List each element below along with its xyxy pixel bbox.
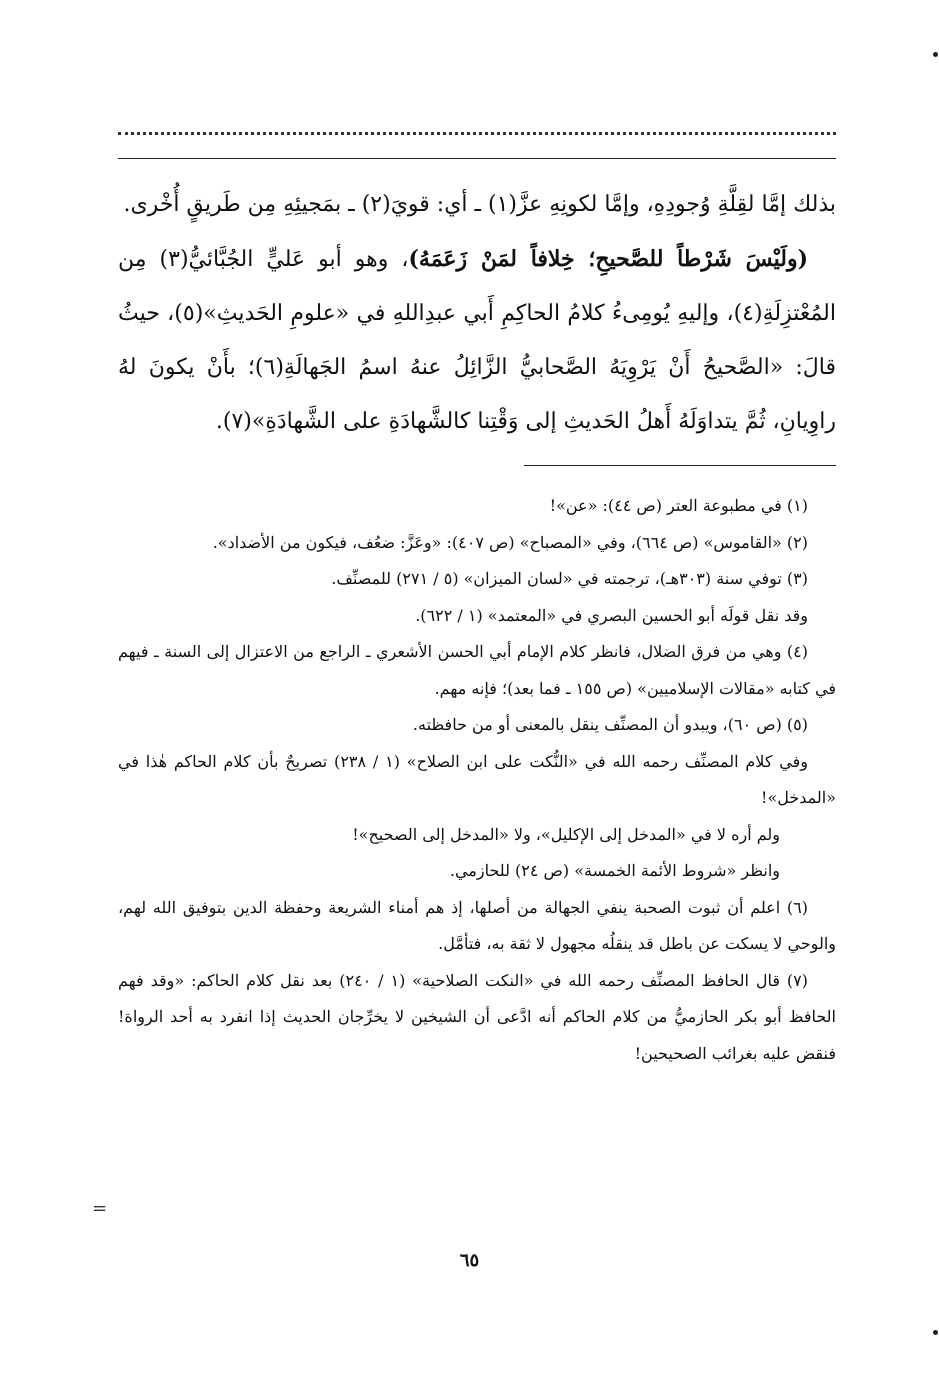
footnote-3: (٣) توفي سنة (٣٠٣هـ)، ترجمته في «لسان الميزان» (٥ / ٢٧١) للمصنِّف. (331, 569, 808, 588)
header-dotted-rule (118, 132, 836, 135)
bold-matn-text: (ولَيْسَ شَرْطاً للصَّحيحِ؛ خِلافاً لمَنْ زَعَمَهُ) (408, 246, 808, 272)
page-number: ٦٥ (459, 1250, 480, 1271)
footnote-5-continuation: ولم أره لا في «المدخل إلى الإكليل»، ولا «المدخل إلى الصحيح»! (352, 824, 780, 844)
footnotes (118, 488, 836, 1072)
footnote-2: (٢) «القاموس» (ص ٦٦٤)، وفي «المصباح» (ص ٤٠٧): «وعَزَّ: ضعُف، فيكون من الأضداد». (212, 532, 808, 552)
header-rule (118, 158, 836, 159)
footnote-6: (٦) اعلم أن ثبوت الصحبة ينفي الجهالة من أصلها، إذ هم أمناء الشريعة وحفظة الدين بتوفيق الله لهم، والوحي لا يسكت عن باطل قد ينقلُه مجهول لا ثقة به، فتأمَّل. (118, 897, 836, 953)
main-paragraph-1: بذلك إمَّا لقِلَّةِ وُجودِهِ، وإمَّا لكونِهِ عزَّ(١) ـ أي: قويَ(٢) ـ بمَجيئِهِ مِن طَريقٍ أُخْرى. (123, 192, 836, 217)
footnote-5: (٥) (ص ٦٠)، ويبدو أن المصنِّف ينقل بالمعنى أو من حافظته. (412, 715, 808, 734)
footnote-7: (٧) قال الحافظ المصنِّف رحمه الله في «النكت الصلاحية» (١ / ٢٤٠) بعد نقل كلام الحاكم: «وقد فهم الحافظ أبو بكر الحازميُّ من كلام الحاكم أنه ادَّعى أن الشيخين لا يخرِّجان الحديث إذا انفرد به أحد الرواة! فنقض عليه بغرائب الصحيحين! (118, 970, 836, 1063)
main-text (118, 178, 836, 449)
footnote-5-continuation: وانظر «شروط الأئمة الخمسة» (ص ٢٤) للحازمي. (449, 861, 780, 880)
main-paragraph-2 (118, 232, 836, 449)
page-edge-dot (933, 1330, 938, 1335)
footnote-3-continuation: وقد نقل قولَه أبو الحسين البصري في «المعتمد» (١ / ٦٢٢). (415, 605, 808, 625)
footnote-4: (٤) وهي من فرق الضلال، فانظر كلام الإمام أبي الحسن الأشعري ـ الراجع من الاعتزال إلى السنة ـ فيهم في كتابه «مقالات الإسلاميين» (ص ١٥٥ ـ فما بعد)؛ فإنه مهم. (118, 642, 836, 698)
commentary-text: ، وهو أبو عَليٍّ الجُبَّائيُّ(٣) مِن المُعْتزِلَةِ(٤)، وإليهِ يُومِىءُ كلامُ الحاكِمِ أَبي عبدِاللهِ في «علومِ الحَديثِ»(٥)، حيثُ قالَ: «الصَّحيحُ أَنْ يَرْوِيَهُ الصَّحابيُّ الزَّائِلُ عنهُ اسمُ الجَهالَةِ(٦)؛ بأَنْ يكونَ لهُ راوِيانِ، ثُمَّ يتداوَلَهُ أَهلُ الحَديثِ إلى وَقْتِنا كالشَّهادَةِ على الشَّهادَةِ»(٧). (118, 247, 836, 434)
continuation-mark: = (92, 1198, 108, 1219)
footnote-5-continuation: وفي كلام المصنِّف رحمه الله في «النُّكت على ابن الصلاح» (١ / ٢٣٨) تصريحٌ بأن كلام الحاكم هٰذا في «المدخل»! (118, 751, 836, 807)
footnote-separator (524, 465, 836, 466)
page-edge-dot (933, 52, 938, 57)
footnote-1: (١) في مطبوعة العتر (ص ٤٤): «عن»! (549, 496, 808, 515)
